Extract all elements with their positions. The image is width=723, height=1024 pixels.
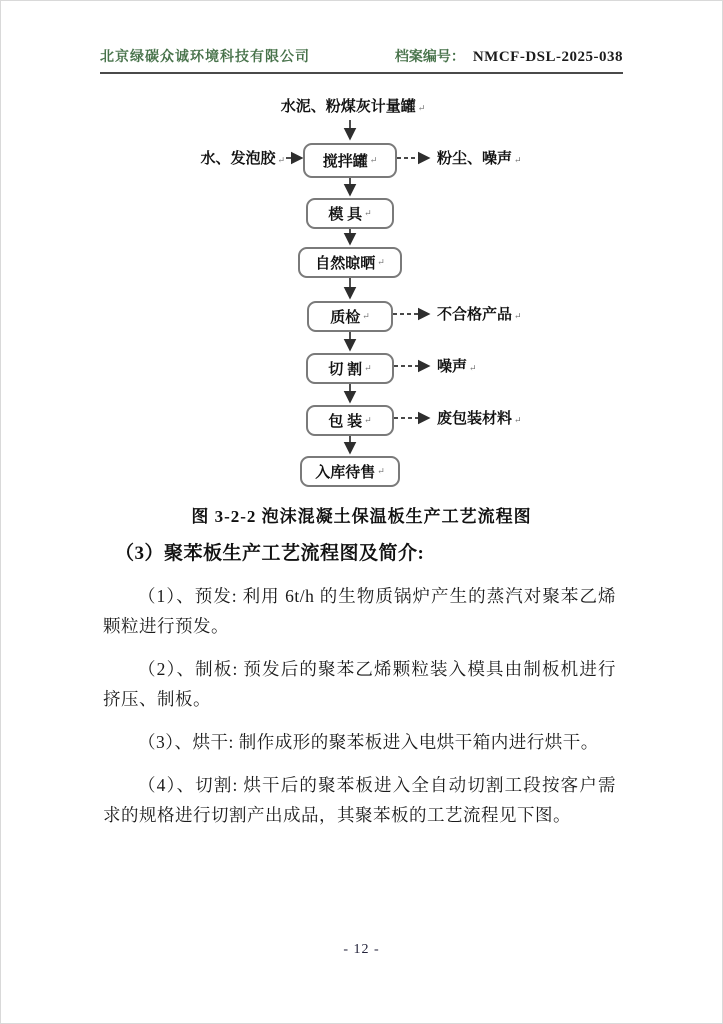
flow-node-mixing-tank: 搅拌罐 ↵ — [303, 143, 397, 178]
flow-output-dust-noise: 粉尘、噪声 ↵ — [437, 151, 522, 167]
paragraph-board-making: （2）、制板: 预发后的聚苯乙烯颗粒装入模具由制板机进行挤压、制板。 — [103, 659, 616, 709]
flow-node-mold: 模 具 ↵ — [306, 198, 394, 229]
archive-number-value: NMCF-DSL-2025-038 — [472, 49, 623, 65]
process-flowchart — [0, 95, 723, 495]
page-header — [100, 46, 623, 74]
return-mark-icon: ↵ — [417, 103, 426, 113]
paragraph-cutting: （4）、切割: 烘干后的聚苯板进入全自动切割工段按客户需求的规格进行切割产出成品，其聚苯板的工艺流程见下图。 — [103, 775, 616, 825]
flow-output-waste-packaging: 废包装材料 ↵ — [437, 411, 522, 427]
return-mark-icon: ↵ — [514, 311, 522, 321]
return-mark-icon: ↵ — [364, 415, 372, 425]
flow-node-quality-check: 质检 ↵ — [307, 301, 393, 332]
return-mark-icon: ↵ — [514, 415, 522, 425]
paragraph-pre-expansion: （1）、预发: 利用 6t/h 的生物质锅炉产生的蒸汽对聚苯乙烯颗粒进行预发。 — [103, 586, 616, 636]
flow-node-natural-drying: 自然晾晒 ↵ — [298, 247, 402, 278]
return-mark-icon: ↵ — [469, 363, 477, 373]
archive-number-label: 档案编号： — [394, 50, 465, 65]
figure-caption: 图 3-2-2 泡沫混凝土保温板生产工艺流程图 — [191, 507, 532, 526]
flow-node-warehouse: 入库待售 ↵ — [300, 456, 400, 487]
return-mark-icon: ↵ — [377, 257, 385, 267]
flow-node-packaging: 包 装 ↵ — [306, 405, 394, 436]
flow-node-cutting: 切 割 ↵ — [306, 353, 394, 384]
return-mark-icon: ↵ — [362, 311, 370, 321]
return-mark-icon: ↵ — [364, 208, 372, 218]
return-mark-icon: ↵ — [514, 155, 522, 165]
paragraph-drying: （3）、烘干: 制作成形的聚苯板进入电烘干箱内进行烘干。 — [138, 732, 599, 752]
return-mark-icon: ↵ — [377, 466, 385, 476]
return-mark-icon: ↵ — [277, 155, 285, 165]
page-number: - 12 - — [343, 942, 380, 957]
return-mark-icon: ↵ — [364, 363, 372, 373]
flow-output-noise: 噪声 ↵ — [437, 359, 477, 375]
flow-input-measuring-tank: 水泥、粉煤灰计量罐 ↵ — [280, 99, 426, 115]
company-name: 北京绿碳众诚环境科技有限公司 — [100, 50, 310, 65]
section-heading: （3）聚苯板生产工艺流程图及简介: — [115, 543, 425, 564]
return-mark-icon: ↵ — [369, 155, 378, 165]
flow-output-rejects: 不合格产品 ↵ — [437, 307, 522, 323]
flow-input-water-foam: 水、发泡胶 ↵ — [200, 151, 285, 167]
body-text — [103, 540, 616, 843]
archive-number-group — [395, 46, 623, 66]
